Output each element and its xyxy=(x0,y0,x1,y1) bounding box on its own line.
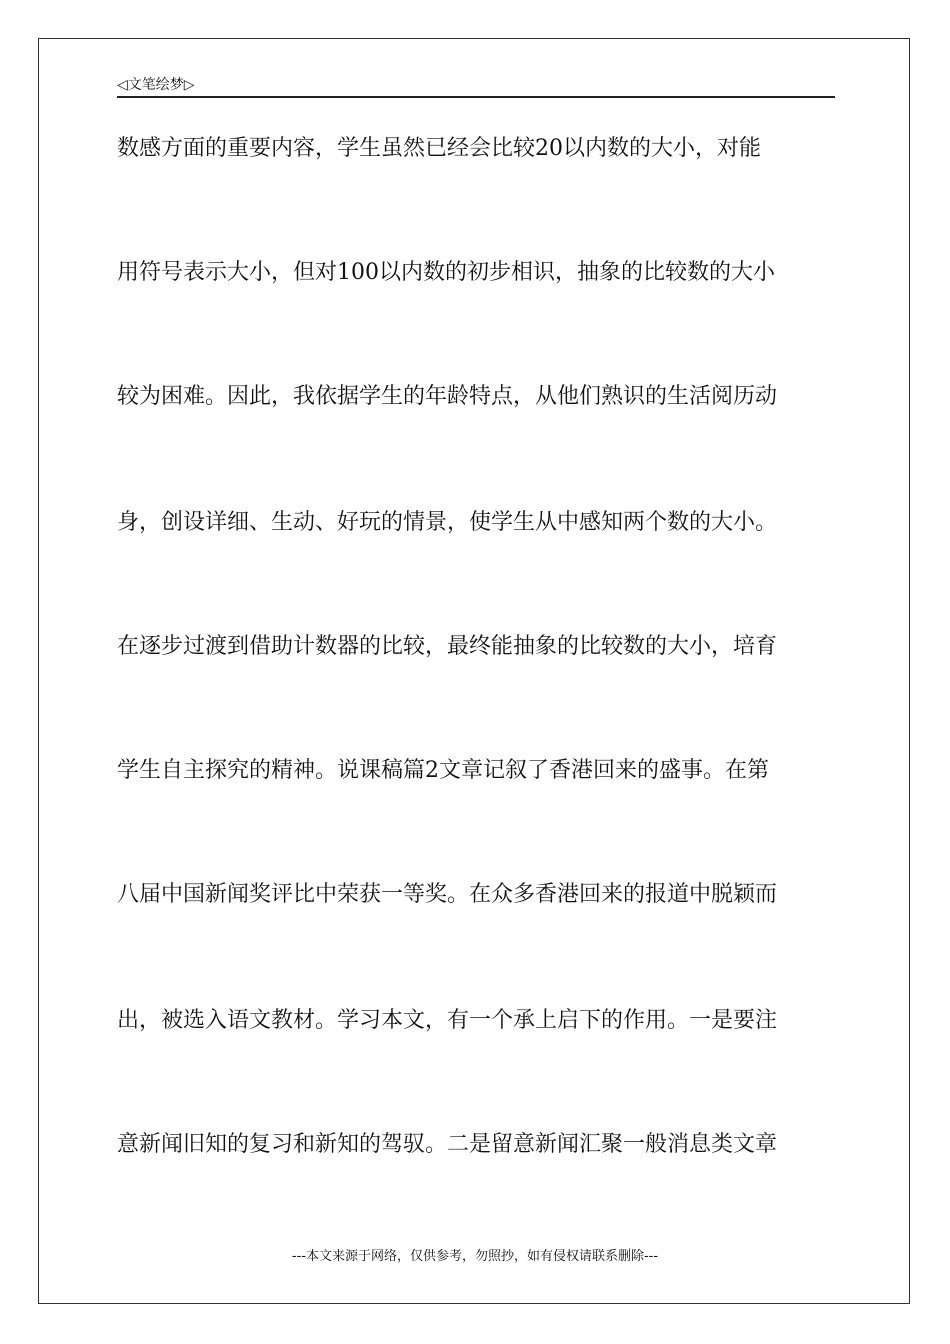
page-header xyxy=(117,74,835,98)
body-line-8: 出，被选入语文教材。学习本文，有一个承上启下的作用。一是要注 xyxy=(117,1008,778,1033)
page-border xyxy=(38,38,910,1304)
body-line-2: 用符号表示大小，但对100以内数的初步相识，抽象的比较数的大小 xyxy=(117,260,775,285)
body-line-9: 意新闻旧知的复习和新知的驾驭。二是留意新闻汇聚一般消息类文章 xyxy=(117,1132,778,1157)
body-line-7: 八届中国新闻奖评比中荣获一等奖。在众多香港回来的报道中脱颖而 xyxy=(117,882,778,907)
page-footer: ---本文来源于网络，仅供参考，勿照抄，如有侵权请联系删除--- xyxy=(291,1249,659,1264)
body-line-6: 学生自主探究的精神。说课稿篇2文章记叙了香港回来的盛事。在第 xyxy=(117,758,769,783)
body-line-3: 较为困难。因此，我依据学生的年龄特点，从他们熟识的生活阅历动 xyxy=(117,384,778,409)
body-line-1: 数感方面的重要内容，学生虽然已经会比较20以内数的大小，对能 xyxy=(117,136,761,161)
body-line-5: 在逐步过渡到借助计数器的比较，最终能抽象的比较数的大小，培育 xyxy=(117,634,778,659)
header-title: ◁文笔绘梦▷ xyxy=(117,77,195,93)
body-line-4: 身，创设详细、生动、好玩的情景，使学生从中感知两个数的大小。 xyxy=(117,510,778,535)
